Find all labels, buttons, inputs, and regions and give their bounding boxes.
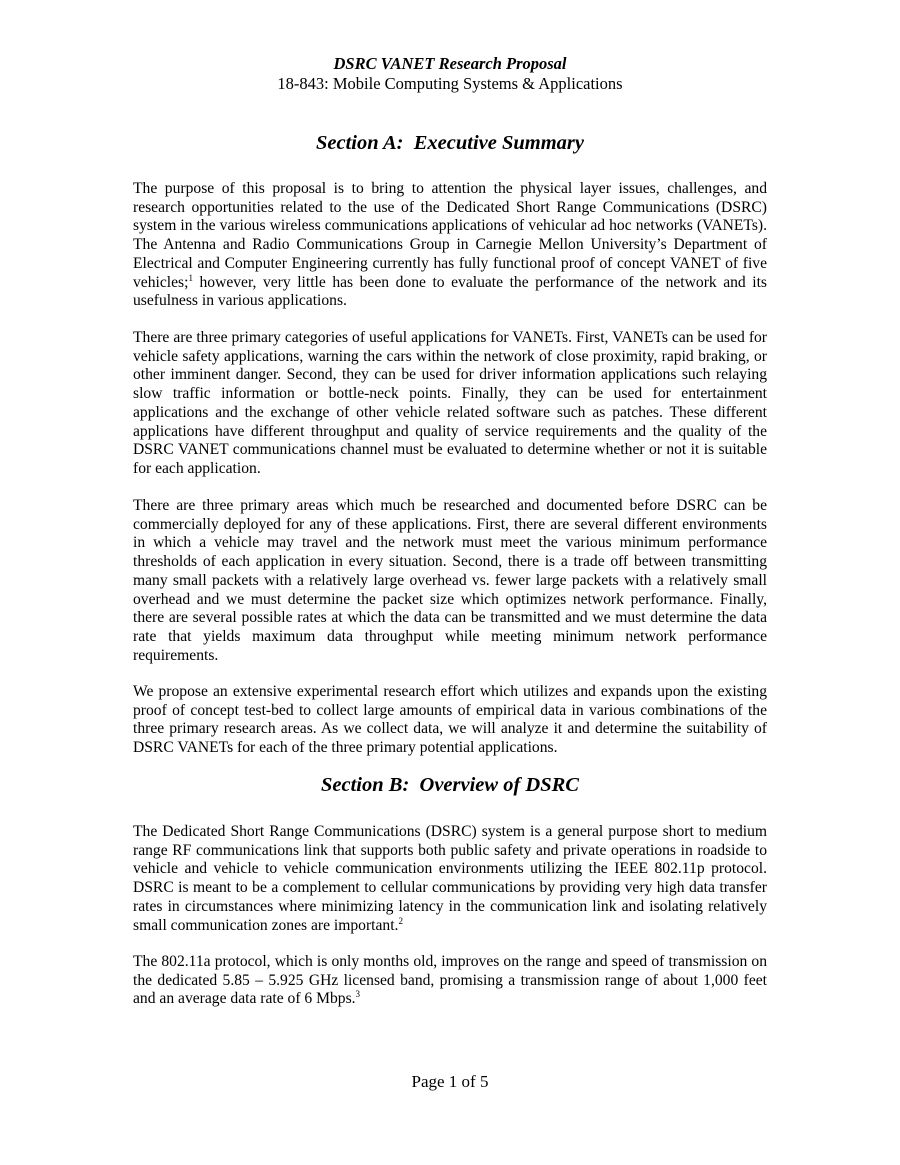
section-a-paragraph-2: There are three primary categories of useful applications for VANETs. First, VANETs can be used for vehicle safety applications, warning the cars within the network of close proximity, rapid braking, or other imminent danger. Second, they can be used for driver information applications such relaying slow traffic information or bottle-neck points. Finally, they can be used for entertainment applications and the exchange of other vehicle related software such as patches. These different applications have different throughput and quality of service requirements and the quality of the DSRC VANET communications channel must be evaluated to determine whether or not it is suitable for each application. (133, 329, 767, 477)
section-a-paragraph-1 (133, 180, 767, 311)
course-subtitle: 18-843: Mobile Computing Systems & Applications (277, 74, 623, 93)
section-b-heading: Section B: Overview of DSRC (321, 774, 579, 796)
paragraph-text-continued: however, very little has been done to evaluate the performance of the network and its usefulness in various applications. (133, 273, 767, 310)
section-b-paragraph-2 (133, 953, 767, 1009)
page-number: Page 1 of 5 (411, 1072, 489, 1091)
paragraph-text: The 802.11a protocol, which is only months old, improves on the range and speed of transmission on the dedicated 5.85 – 5.925 GHz licensed band, promising a transmission range of about 1,000 feet and an average data rate of 6 Mbps. (133, 953, 767, 1008)
section-a-paragraph-3: There are three primary areas which much be researched and documented before DSRC can be commercially deployed for any of these applications. First, there are several different environments in which a vehicle may travel and the network must meet the various minimum performance thresholds of each application in every situation. Second, there is a trade off between transmitting many small packets with a relatively large overhead vs. fewer large packets with a relatively small overhead and we must determine the packet size which optimizes network performance. Finally, there are several possible rates at which the data can be transmitted and we must determine the data rate that yields maximum data throughput while meeting minimum network performance requirements. (133, 497, 767, 664)
document-title: DSRC VANET Research Proposal (333, 54, 567, 73)
footnote-marker-3: 3 (355, 989, 361, 1000)
section-a-heading: Section A: Executive Summary (315, 132, 584, 154)
section-b-paragraph-1 (133, 823, 767, 935)
section-a-paragraph-4: We propose an extensive experimental research effort which utilizes and expands upon the existing proof of concept test-bed to collect large amounts of empirical data in various combinations of the three primary research areas. As we collect data, we will analyze it and determine the suitability of DSRC VANETs for each of the three primary potential applications. (133, 683, 767, 757)
paragraph-text: The Dedicated Short Range Communications (DSRC) system is a general purpose short to medium range RF communications link that supports both public safety and private operations in roadside to vehicle and vehicle to vehicle communication environments utilizing the IEEE 802.11p protocol. DSRC is meant to be a complement to cellular communications by providing very high data transfer rates in circumstances where minimizing latency in the communication link and isolating relatively small communication zones are important. (133, 823, 767, 934)
footnote-marker-1: 1 (188, 272, 193, 283)
footnote-marker-2: 2 (398, 915, 403, 926)
paragraph-text: The purpose of this proposal is to bring to attention the physical layer issues, challenges, and research opportunities related to the use of the Dedicated Short Range Communications (DSRC) system in the various wireless communications applications of vehicular ad hoc networks (VANETs). The Antenna and Radio Communications Group in Carnegie Mellon University’s Department of Electrical and Computer Engineering currently has fully functional proof of concept VANET of five vehicles; (133, 180, 767, 291)
